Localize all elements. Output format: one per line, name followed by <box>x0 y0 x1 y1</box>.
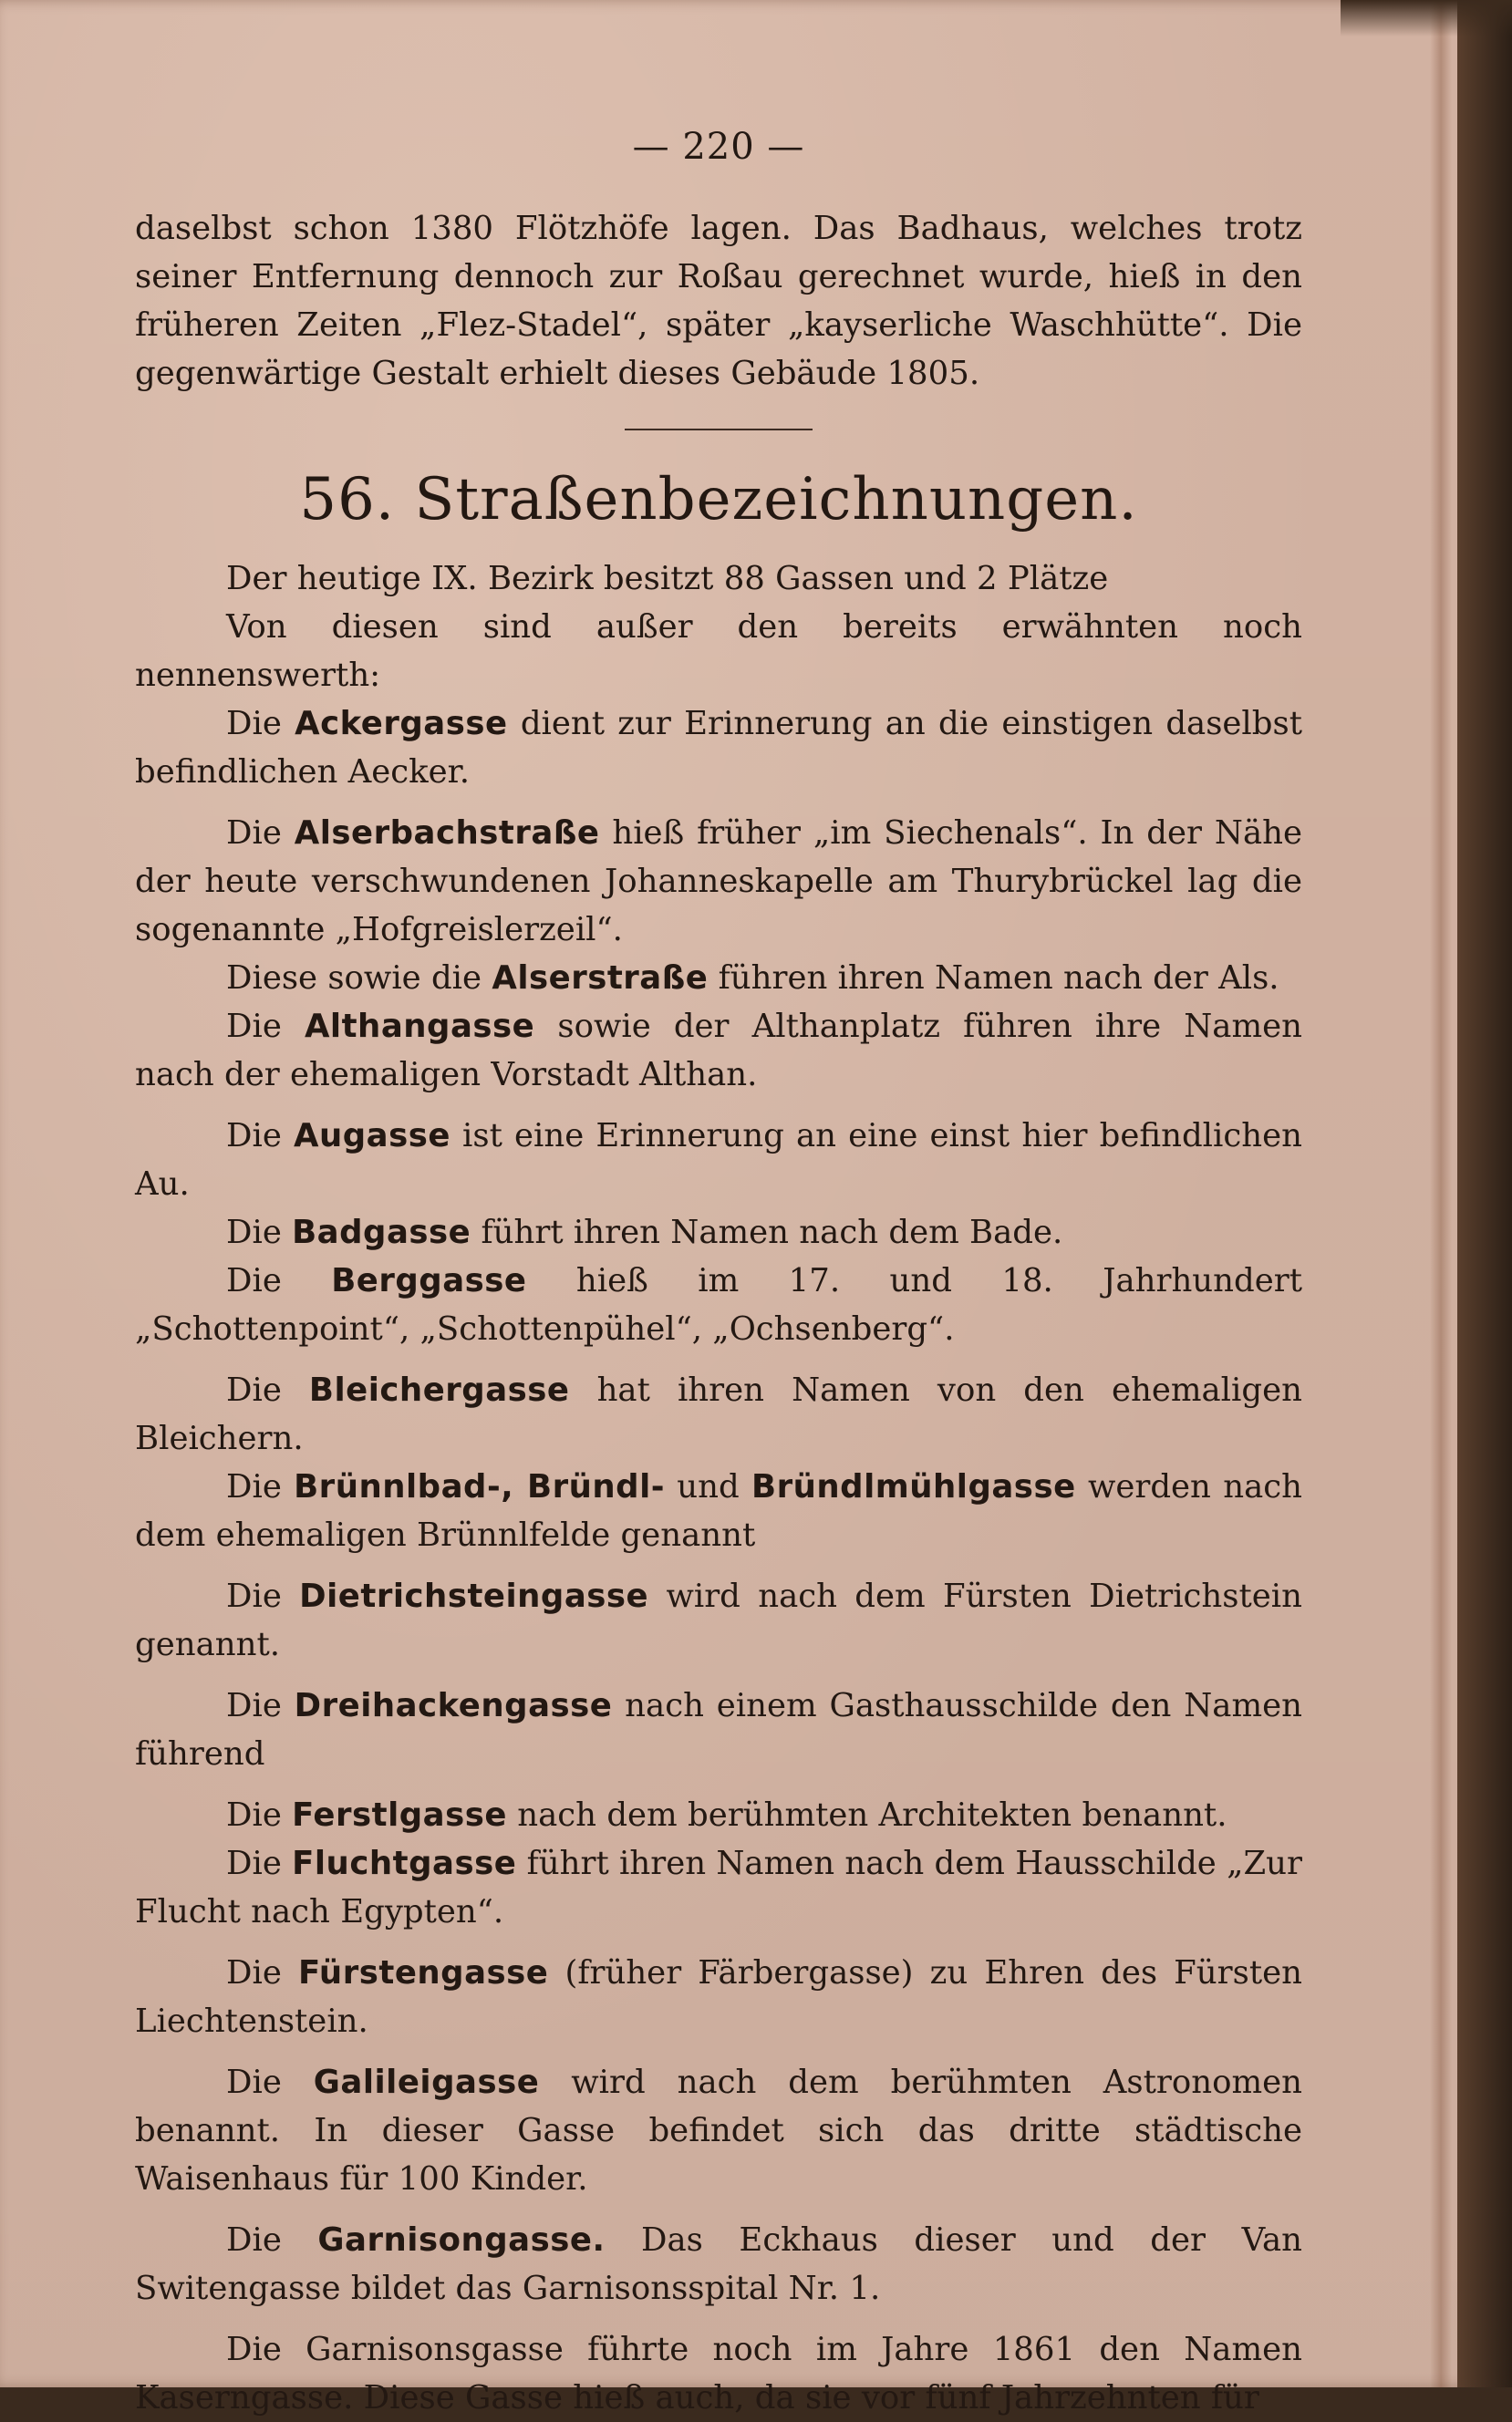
entry-galileigasse <box>135 2058 1302 2203</box>
book-edge <box>1457 0 1512 2387</box>
entry-text: sowie der Althanplatz führen ihre Namen nach der ehemaligen Vorstadt Althan. <box>135 1008 1302 1093</box>
entry-text: wird nach dem berühmten Astronomen benannt. In dieser Gasse befindet sich das dritte städtische Waisenhaus für 100 Kinder. <box>135 2064 1302 2198</box>
book-corner <box>1341 0 1512 36</box>
section-divider <box>625 429 813 430</box>
entry-text: hieß im 17. und 18. Jahrhundert „Schottenpoint“, „Schottenpühel“, „Ochsenberg“. <box>135 1262 1302 1348</box>
street-name: Bleichergasse <box>308 1371 570 1409</box>
entry-prefix: Die <box>226 1371 309 1409</box>
entry-text: nach einem Gasthausschilde den Namen führend <box>135 1687 1303 1773</box>
street-name: Ferstlgasse <box>292 1796 507 1834</box>
entry-prefix: Die <box>226 705 295 742</box>
entry-text: werden nach dem ehemaligen Brünnlfelde genannt <box>135 1468 1302 1554</box>
entry-prefix: Diese sowie die <box>226 959 492 997</box>
entry-prefix: Die <box>226 1796 293 1834</box>
final-paragraph: Die Garnisonsgasse führte noch im Jahre 1861 den Namen Kaserngasse. Diese Gasse hieß auch, da sie vor fünf Jahrzehnten für <box>135 2331 1302 2417</box>
entry-fluchtgasse <box>135 1839 1302 1936</box>
entry-text: hieß früher „im Siechenals“. In der Nähe der heute verschwundenen Johanneskapelle am Thurybrückel lag die sogenannte „Hofgreislerzeil“. <box>135 814 1303 948</box>
intro-paragraph: daselbst schon 1380 Flötzhöfe lagen. Das Badhaus, welches trotz seiner Entfernung dennoch zur Roßau gerechnet wurde, hieß in den früheren Zeiten „Flez-Stadel“, später „kayserliche Waschhütte“. Die gegenwärtige Gestalt erhielt dieses Gebäude 1805. <box>135 210 1302 392</box>
entry-prefix: Die <box>226 1117 294 1154</box>
street-name: Dietrichsteingasse <box>299 1578 649 1615</box>
entry-ferstlgasse <box>135 1791 1302 1839</box>
entry-text: dient zur Erinnerung an die einstigen daselbst befindlichen Aecker. <box>135 705 1302 791</box>
street-name: Fürstengasse <box>297 1954 549 1992</box>
street-name-2: Bründlmühlgasse <box>751 1468 1076 1506</box>
entry-garnisongasse <box>135 2216 1302 2313</box>
entry-dietrichsteingasse <box>135 1572 1302 1669</box>
entry-bleichergasse <box>135 1366 1302 1463</box>
entry-dreihackengasse <box>135 1682 1302 1778</box>
text-column <box>135 109 1302 2422</box>
entry-prefix: Die <box>226 1687 295 1724</box>
entry-augasse <box>135 1112 1302 1208</box>
entry-prefix: Die <box>226 1214 293 1251</box>
entry-text: führen ihren Namen nach der Als. <box>708 959 1279 997</box>
street-name: Dreihackengasse <box>294 1687 613 1724</box>
entry-prefix: Die <box>226 2221 318 2259</box>
street-name: Alserbachstraße <box>294 814 600 852</box>
entry-badgasse <box>135 1208 1302 1257</box>
entry-prefix: Die <box>226 1468 295 1506</box>
entry-althangasse <box>135 1002 1302 1099</box>
entry-ackergasse <box>135 699 1302 796</box>
section-heading: 56. Straßenbezeichnungen. <box>299 466 1138 533</box>
page-gutter-shadow <box>1430 0 1452 2387</box>
entry-prefix: Die <box>226 2064 314 2101</box>
entry-prefix: Die <box>226 1845 293 1882</box>
entry-text: führt ihren Namen nach dem Bade. <box>471 1214 1063 1251</box>
entry-alserstrasse <box>135 954 1302 1002</box>
street-name: Berggasse <box>331 1262 527 1299</box>
entry-connector: und <box>664 1468 752 1506</box>
entry-text: (früher Färbergasse) zu Ehren des Fürsten Liechtenstein. <box>135 1954 1303 2040</box>
entry-text: hat ihren Namen von den ehemaligen Bleichern. <box>135 1371 1302 1457</box>
entry-bruennlbadgasse <box>135 1463 1302 1559</box>
entry-berggasse <box>135 1257 1302 1353</box>
street-name: Alserstraße <box>492 959 709 997</box>
street-name: Badgasse <box>292 1214 471 1251</box>
street-name: Ackergasse <box>295 705 508 742</box>
entry-prefix: Die <box>226 1954 298 1992</box>
street-name: Fluchtgasse <box>292 1845 517 1882</box>
entry-text: nach dem berühmten Architekten benannt. <box>506 1796 1227 1834</box>
entry-fuerstengasse <box>135 1949 1302 2045</box>
street-name: Galileigasse <box>313 2064 540 2101</box>
entry-prefix: Die <box>226 814 295 852</box>
street-name: Garnisongasse. <box>317 2221 606 2259</box>
lead-line-1: Der heutige IX. Bezirk besitzt 88 Gassen und 2 Plätze <box>226 560 1109 597</box>
lead-line-2: Von diesen sind außer den bereits erwähnten noch nennenswerth: <box>135 608 1302 694</box>
entry-text: wird nach dem Fürsten Dietrichstein genannt. <box>135 1578 1303 1663</box>
entry-text: Das Eckhaus dieser und der Van Switengasse bildet das Garnisonsspital Nr. 1. <box>135 2221 1302 2307</box>
street-name: Althangasse <box>304 1008 535 1045</box>
entry-alserbachstrasse <box>135 809 1302 954</box>
street-name: Augasse <box>293 1117 450 1154</box>
page-number: — 220 — <box>632 126 805 168</box>
entry-text: ist eine Erinnerung an eine einst hier befindlichen Au. <box>135 1117 1302 1203</box>
entry-prefix: Die <box>226 1578 300 1615</box>
entry-prefix: Die <box>226 1008 305 1045</box>
street-name: Brünnlbad-, Bründl- <box>294 1468 665 1506</box>
entry-prefix: Die <box>226 1262 332 1299</box>
entry-text: führt ihren Namen nach dem Hausschilde „Zur Flucht nach Egypten“. <box>135 1845 1302 1930</box>
